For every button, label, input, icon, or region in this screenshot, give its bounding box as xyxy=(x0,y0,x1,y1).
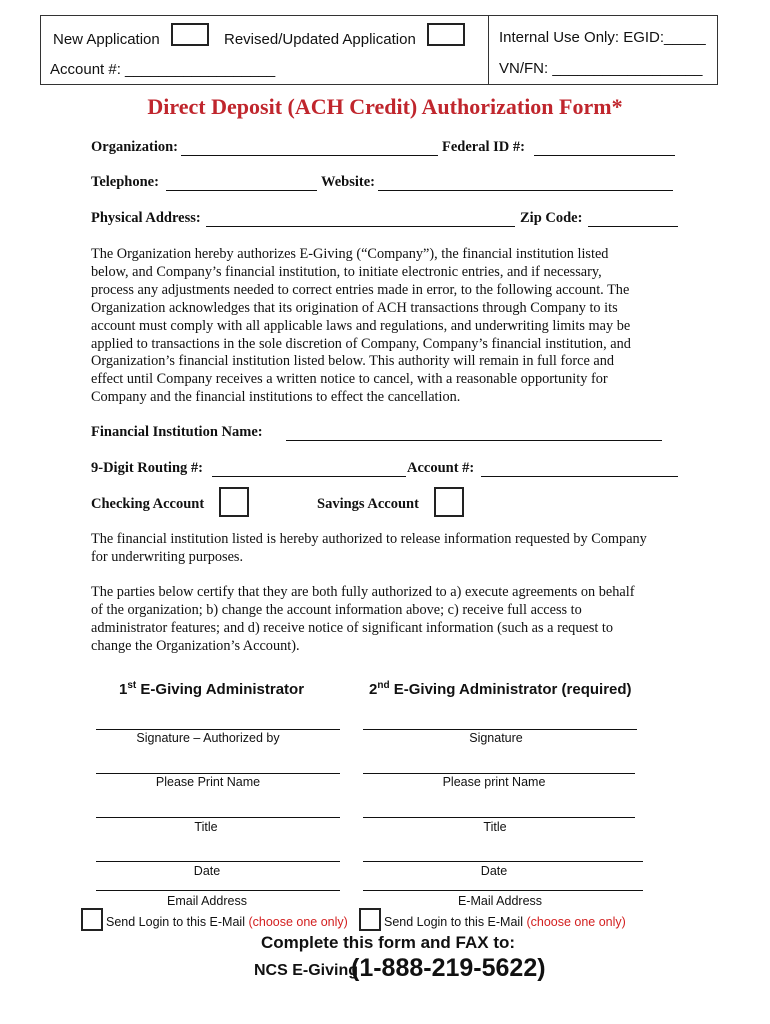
vnfn-label: VN/FN: __________________ xyxy=(499,60,703,77)
admin1-ordinal: 1 xyxy=(119,681,128,698)
admin2-date-field[interactable] xyxy=(363,861,643,862)
admin2-signature-field[interactable] xyxy=(363,729,637,730)
savings-account-label: Savings Account xyxy=(317,496,419,512)
paragraph-line: applied to transactions in the sole discretion of Company, Company’s financial institution, and xyxy=(91,335,631,352)
admin2-ordinal-suffix: nd xyxy=(377,680,390,691)
internal-use-label: Internal Use Only: EGID:_____ xyxy=(499,29,706,46)
telephone-label: Telephone: xyxy=(91,174,159,190)
telephone-field[interactable] xyxy=(166,190,317,191)
admin2-send-login-text: Send Login to this E-Mail xyxy=(384,915,527,929)
website-label: Website: xyxy=(321,174,375,190)
account-label: Account #: __________________ xyxy=(50,61,276,78)
paragraph-line: Company and the financial institutions to effect the cancellation. xyxy=(91,389,461,406)
routing-field[interactable] xyxy=(212,476,406,477)
new-application-label: New Application xyxy=(53,31,160,48)
account-number-label: Account #: xyxy=(407,460,475,476)
company-name: NCS E-Giving xyxy=(254,962,359,979)
admin1-send-login-text: Send Login to this E-Mail xyxy=(106,915,249,929)
certify-paragraph xyxy=(91,584,691,656)
admin1-date-field[interactable] xyxy=(96,861,340,862)
admin2-name-field[interactable] xyxy=(363,773,635,774)
admin2-email-field[interactable] xyxy=(363,890,643,891)
admin1-send-login-label xyxy=(106,915,348,929)
page-title: Direct Deposit (ACH Credit) Authorization Form* xyxy=(147,94,623,119)
admin1-title-field[interactable] xyxy=(96,817,340,818)
fax-instruction: Complete this form and FAX to: xyxy=(260,933,516,952)
admin1-ordinal-suffix: st xyxy=(127,680,137,691)
admin2-choose-one-text: (choose one only) xyxy=(526,915,626,929)
financial-institution-field[interactable] xyxy=(286,440,662,441)
admin2-date-caption: Date xyxy=(480,864,508,878)
admin1-send-login-checkbox[interactable] xyxy=(81,908,103,931)
admin2-send-login-checkbox[interactable] xyxy=(359,908,381,931)
header-divider xyxy=(488,16,489,84)
release-paragraph xyxy=(91,531,711,567)
federal-id-field[interactable] xyxy=(534,155,675,156)
admin2-title-caption: Title xyxy=(483,820,507,834)
fax-number: (1-888-219-5622) xyxy=(351,954,546,982)
federal-id-label: Federal ID #: xyxy=(442,139,525,155)
paragraph-line: effect until Company receives a written notice to cancel, with a reasonable opportunity for xyxy=(91,371,608,388)
paragraph-line: administrator features; and d) receive notice of significant information (such as a request to xyxy=(91,619,614,636)
checking-account-checkbox[interactable] xyxy=(219,487,249,517)
admin1-date-caption: Date xyxy=(193,864,221,878)
paragraph-line: The financial institution listed is hereby authorized to release information requested by Company xyxy=(91,531,647,547)
routing-label: 9-Digit Routing #: xyxy=(91,460,203,476)
admin2-send-login-label xyxy=(384,915,626,929)
physical-address-label: Physical Address: xyxy=(91,210,201,226)
zip-code-label: Zip Code: xyxy=(520,210,583,226)
admin2-ordinal: 2 xyxy=(369,681,378,698)
website-field[interactable] xyxy=(378,190,673,191)
admin2-email-caption: E-Mail Address xyxy=(457,894,543,908)
admin2-name-caption: Please print Name xyxy=(442,775,546,789)
physical-address-field[interactable] xyxy=(206,226,515,227)
admin1-name-caption: Please Print Name xyxy=(155,775,261,789)
paragraph-line: Organization’s financial institution listed below. This authority will remain in full force and xyxy=(91,353,615,370)
paragraph-line: of the organization; b) change the account information above; c) receive full access to xyxy=(91,601,582,618)
savings-account-checkbox[interactable] xyxy=(434,487,464,517)
financial-institution-label: Financial Institution Name: xyxy=(91,424,263,440)
paragraph-line: The parties below certify that they are both fully authorized to a) execute agreements on behalf xyxy=(91,584,635,600)
organization-label: Organization: xyxy=(91,139,178,155)
admin1-signature-field[interactable] xyxy=(96,729,340,730)
admin2-heading xyxy=(369,680,632,698)
admin1-name-field[interactable] xyxy=(96,773,340,774)
admin1-choose-one-text: (choose one only) xyxy=(248,915,348,929)
admin2-title-field[interactable] xyxy=(363,817,635,818)
paragraph-line: account must comply with all applicable laws and regulations, and underwriting limits may be xyxy=(91,317,631,334)
admin1-title-caption: Title xyxy=(194,820,218,834)
checking-account-label: Checking Account xyxy=(91,496,205,512)
admin1-heading-text: E-Giving Administrator xyxy=(136,681,305,698)
organization-field[interactable] xyxy=(181,155,438,156)
admin1-signature-caption: Signature – Authorized by xyxy=(136,731,280,745)
paragraph-line: The Organization hereby authorizes E-Giving (“Company”), the financial institution listed xyxy=(91,246,609,262)
admin1-email-caption: Email Address xyxy=(167,894,247,908)
admin1-email-field[interactable] xyxy=(96,890,340,891)
account-number-field[interactable] xyxy=(481,476,678,477)
paragraph-line: for underwriting purposes. xyxy=(91,548,244,565)
revised-application-label: Revised/Updated Application xyxy=(224,31,416,48)
paragraph-line: process any adjustments needed to correct entries made in error, to the following account. The xyxy=(91,281,630,298)
authorization-paragraph xyxy=(91,246,691,407)
admin2-signature-caption: Signature xyxy=(469,731,523,745)
zip-code-field[interactable] xyxy=(588,226,678,227)
paragraph-line: Organization acknowledges that its origination of ACH transactions through Company to its xyxy=(91,299,618,316)
new-application-checkbox[interactable] xyxy=(171,23,209,46)
revised-application-checkbox[interactable] xyxy=(427,23,465,46)
paragraph-line: below, and Company’s financial institution, to initiate electronic entries, and if necessary, xyxy=(91,263,602,280)
admin1-heading xyxy=(119,680,304,698)
admin2-heading-text: E-Giving Administrator (required) xyxy=(389,681,632,698)
paragraph-line: change the Organization’s Account). xyxy=(91,637,300,654)
